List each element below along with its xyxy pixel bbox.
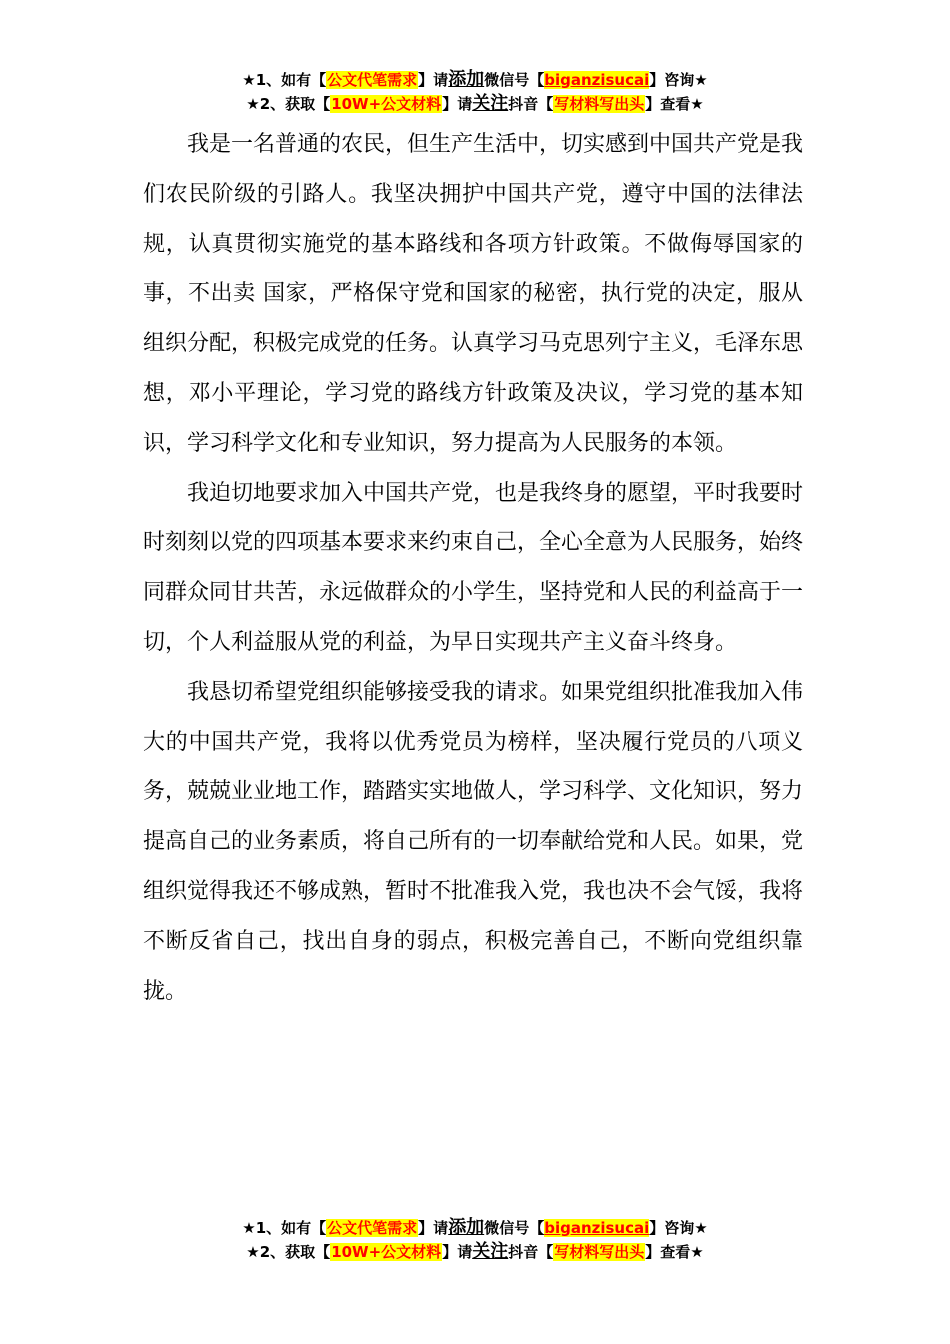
footer-line-2 bbox=[0, 1240, 950, 1264]
banner-line-2-suffix: 】查看★ bbox=[645, 95, 704, 113]
banner-line-1-suffix: 】咨询★ bbox=[649, 71, 708, 89]
footer-line-1-wechat-id: biganzisucai bbox=[544, 1219, 650, 1237]
footer-line-2-suffix: 】查看★ bbox=[645, 1243, 704, 1261]
banner-line-1-mid2: 微信号【 bbox=[484, 71, 545, 89]
footer-line-1-mid2: 微信号【 bbox=[484, 1219, 545, 1237]
banner-line-2-douyin-account: 写材料写出头 bbox=[554, 95, 645, 113]
footer-line-2-highlight-materials: 10W+公文材料 bbox=[331, 1243, 442, 1261]
footer-line-2-douyin-account: 写材料写出头 bbox=[554, 1243, 645, 1261]
header-banner bbox=[0, 68, 950, 116]
footer-line-1-suffix: 】咨询★ bbox=[649, 1219, 708, 1237]
footer-line-2-mid2: 抖音【 bbox=[508, 1243, 554, 1261]
banner-line-2-prefix: ★2、获取【 bbox=[246, 95, 331, 113]
banner-line-2-highlight-materials: 10W+公文材料 bbox=[331, 95, 442, 113]
paragraph-3: 我恳切希望党组织能够接受我的请求。如果党组织批准我加入伟大的中国共产党，我将以优秀党员为榜样，坚决履行党员的八项义务，兢兢业业地工作，踏踏实实地做人，学习科学、文化知识，努力提高自己的业务素质，将自己所有的一切奉献给党和人民。如果，党组织觉得我还不够成熟，暂时不批准我入党，我也决不会气馁，我将不断反省自己，找出自身的弱点，积极完善自己，不断向党组织靠拢。 bbox=[143, 679, 804, 1004]
banner-line-1-mid: 】请 bbox=[418, 71, 449, 89]
footer-line-2-mid: 】请 bbox=[442, 1243, 473, 1261]
banner-line-1-prefix: ★1、如有【 bbox=[242, 71, 327, 89]
banner-line-2-emphasis: 关注 bbox=[472, 93, 509, 114]
banner-line-2-mid: 】请 bbox=[442, 95, 473, 113]
footer-banner bbox=[0, 1216, 950, 1264]
footer-line-1-mid: 】请 bbox=[418, 1219, 449, 1237]
banner-line-1-wechat-id: biganzisucai bbox=[544, 71, 650, 89]
footer-line-2-prefix: ★2、获取【 bbox=[246, 1243, 331, 1261]
footer-line-1-prefix: ★1、如有【 bbox=[242, 1219, 327, 1237]
footer-line-1 bbox=[0, 1216, 950, 1240]
paragraph-2: 我迫切地要求加入中国共产党，也是我终身的愿望，平时我要时时刻刻以党的四项基本要求来约束自己，全心全意为人民服务，始终同群众同甘共苦，永远做群众的小学生，坚持党和人民的利益高于一切，个人利益服从党的利益，为早日实现共产主义奋斗终身。 bbox=[143, 480, 804, 655]
document-body bbox=[143, 120, 803, 1016]
banner-line-1 bbox=[0, 68, 950, 92]
banner-line-1-emphasis: 添加 bbox=[448, 69, 485, 90]
footer-line-2-emphasis: 关注 bbox=[472, 1241, 509, 1262]
paragraph-1: 我是一名普通的农民，但生产生活中，切实感到中国共产党是我们农民阶级的引路人。我坚决拥护中国共产党，遵守中国的法律法规，认真贯彻实施党的基本路线和各项方针政策。不做侮辱国家的事，不出卖 国家，严格保守党和国家的秘密，执行党的决定，服从组织分配，积极完成党的任务。认真学习马克思列宁主义，毛泽东思想，邓小平理论，学习党的路线方针政策及决议，学习党的基本知识，学习科学文化和专业知识，努力提高为人民服务的本领。 bbox=[143, 132, 804, 456]
banner-line-2-mid2: 抖音【 bbox=[508, 95, 554, 113]
footer-line-1-highlight-service: 公文代笔需求 bbox=[327, 1219, 418, 1237]
footer-line-1-emphasis: 添加 bbox=[448, 1217, 485, 1238]
banner-line-2 bbox=[0, 92, 950, 116]
banner-line-1-highlight-service: 公文代笔需求 bbox=[327, 71, 418, 89]
